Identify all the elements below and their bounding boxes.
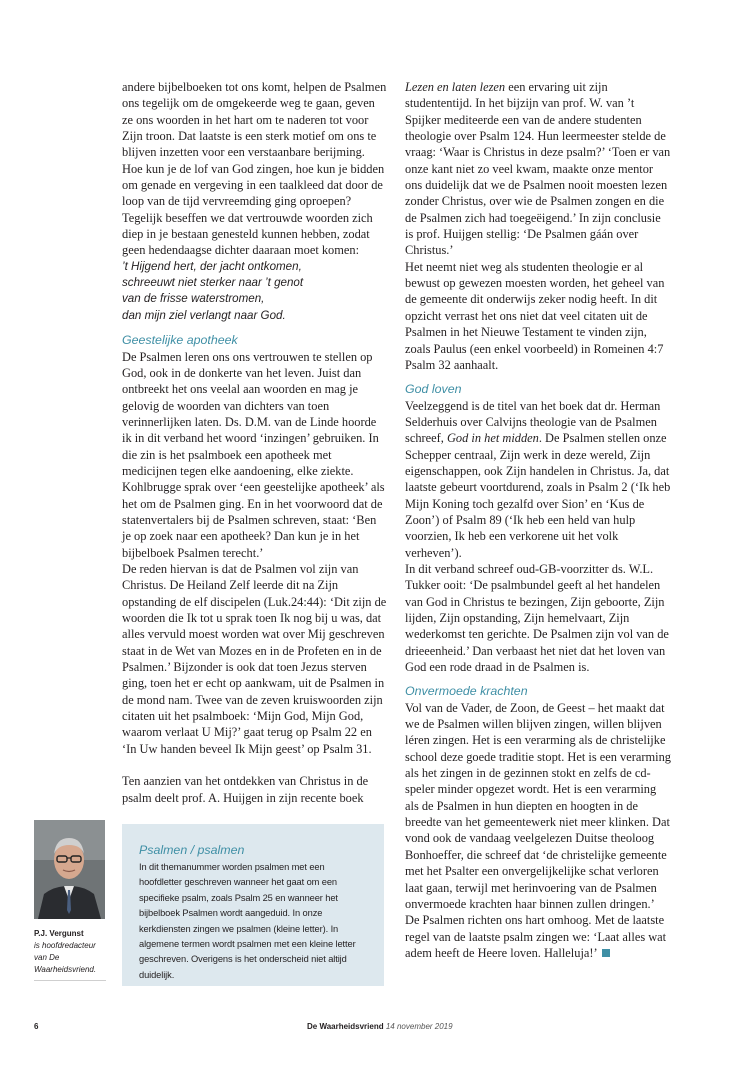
body-paragraph: In dit verband schreef oud-GB-voorzitter ds. W.L. Tukker ooit: ‘De psalmbundel geeft al het handelen van God in Christus te bezingen, Zijn geboorte, Zijn lijden, Zijn opstanding, Zijn hemelvaart, Zijn wederkomst ten gerichte. De Psalmen zijn vol van de drieeenheid.’ Dan verbaast het niet dat het loven van God een rode draad in de Psalmen is. (405, 561, 669, 675)
poem-line: van de frisse waterstromen, (122, 292, 265, 306)
poem-line: dan mijn ziel verlangt naar God. (122, 308, 286, 322)
page-number: 6 (34, 1022, 39, 1031)
poem-line: schreeuwt niet sterker naar ’t genot (122, 276, 304, 290)
footer-brand (307, 1021, 453, 1033)
section-heading-onvermoede-krachten: Onvermoede krachten (405, 684, 528, 699)
section-heading-god-loven: God loven (405, 382, 462, 397)
left-column (122, 79, 388, 806)
body-paragraph: De Psalmen leren ons ons vertrouwen te stellen op God, ook in de donkerte van het leven. Juist dan ontbreekt het ons veelal aan woorden en mag je gelovig de woorden van dichters van toen verinnerlijken laten. Ds. D.M. van de Linde hoorde ik in dit verband het woord ‘inzingen’ gebruiken. In die zin is het psalmboek een apotheek met medicijnen tegen elke aandoening, elke ziekte. Kohlbrugge sprak over ‘een geestelijke apotheek’ als het om de Psalmen ging. En in het voorwoord dat de statenvertalers bij de Psalmen schreven, staat: ‘Ben je op zoek naar een apotheek? Dan kun je in het bijbelboek Psalmen terecht.’ (122, 349, 385, 560)
body-paragraph: De reden hiervan is dat de Psalmen vol zijn van Christus. De Heiland Zelf leerde dit na Zijn opstanding de elf discipelen (Luk.24:44): ‘Dit zijn de woorden die Ik tot u sprak toen Ik nog bij u was, dat alles vervuld moest worden wat over Mij geschreven staat in de Wet van Mozes en in de Profeten en in de Psalmen.’ Bijzonder is ook dat toen Jezus sterven ging, toen het er echt op aankwam, uit de Psalmen in de mond nam. Twee van de zeven kruiswoorden zijn citaten uit het psalmboek: ‘Mijn God, Mijn God, waarom verlaat U Mij?’ gaat terug op Psalm 22 en ‘In Uw handen beveel Ik Mijn geest’ op Psalm 31. (122, 561, 387, 756)
magazine-name: De Waarheidsvriend (307, 1022, 384, 1031)
body-paragraph: Ten aanzien van het ontdekken van Christus in de psalm deelt prof. A. Huijgen in zijn recente boek (122, 774, 369, 805)
body-paragraph: Tegelijk beseffen we dat vertrouwde woorden zich diep in je bestaan genesteld kunnen hebben, zodat geen hedendaagse dichter daaraan moet komen: (122, 210, 373, 258)
book-title: God in het midden (446, 431, 539, 446)
end-mark-icon (602, 949, 610, 957)
right-column (405, 79, 671, 961)
issue-date: 14 november 2019 (385, 1022, 453, 1031)
author-role: is hoofdredacteur van De Waarheidsvriend. (34, 941, 97, 974)
poem-quote (122, 259, 388, 324)
author-caption (34, 928, 106, 981)
info-box-psalmen (122, 824, 384, 986)
page-footer (0, 1021, 738, 1035)
author-name: P.J. Vergunst (34, 929, 84, 938)
body-paragraph: De Psalmen richten ons hart omhoog. Met de laatste regel van de laatste psalm zingen we: ‘Laat alles wat adem heeft de Heere loven. Halleluja!’ (405, 913, 667, 960)
body-paragraph: Lezen en laten lezen een ervaring uit zijn studententijd. In het bijzijn van prof. W. van ’t Spijker mediteerde een van de andere studenten theologie over Psalm 124. Hun leermeester stelde de vraag: ‘Waar is Christus in deze psalm?’ ‘Toen er van onze kant niet zo veel kwam, maakte onze mentor ons duidelijk dat we de Psalmen nooit moesten lezen zonder Christus, over wie de Psalmen zongen en die de Psalmen zich had toegeëigend.’ In zijn conclusie is prof. Huijgen stellig: ‘De Psalmen gáán over Christus.’ (405, 80, 671, 258)
poem-line: ’t Hijgend hert, der jacht ontkomen, (122, 259, 302, 273)
section-heading-geestelijke-apotheek: Geestelijke apotheek (122, 333, 238, 348)
info-box-text: In dit themanummer worden psalmen met een hoofdletter geschreven wanneer het gaat om een specifieke psalm, zoals Psalm 25 en wanneer het bijbelboek Psalmen wordt aangeduid. In onze kerkdiensten zingen we psalmen (kleine letter). In algemene termen wordt psalmen met een kleine letter geschreven. Overigens is het onderscheid niet altijd duidelijk. (139, 862, 356, 980)
book-title: Lezen en laten lezen (405, 80, 506, 94)
body-paragraph: Vol van de Vader, de Zoon, de Geest – het maakt dat we de Psalmen willen blijven zingen, willen blijven léren zingen. Het is een verarming als de christelijke school deze goede traditie stopt. Het is een verarming als het zingen in de gezinnen stokt en zelfs de cd-speler minder opgezet wordt. Het is een verarming als de Psalmen in hun diepten en hoogten in de breedte van het gemeentewerk niet meer klinken. Dat vond ook de vandaag veelgelezen Duitse theoloog Bonhoeffer, die schreef dat ‘de christelijke gemeente met het Psalter een onvergelijkelijke schat verloren laat gaan, terwijl met herinvoering van de Psalmen onvermoede krachten haar binnen zullen dringen.’ (405, 700, 671, 911)
body-paragraph: Veelzeggend is de titel van het boek dat dr. Herman Selderhuis over Calvijns theologie van de Psalmen schreef, God in het midden. De Psalmen stellen onze Schepper centraal, Zijn werk in deze wereld, Zijn eigenschappen, ook Zijn handelen in Christus. Ja, dat laatste gebeurt voortdurend, zoals in Psalm 2 (‘Ik heb Mijn Koning toch gezalfd over Sion’ en ‘Kus de Zoon’) of Psalm 89 (‘Ik heb een held van hulp voorzien, Ik heb een verkorene uit het volk verheven’). (405, 398, 671, 560)
info-box-title: Psalmen / psalmen (139, 843, 245, 857)
author-portrait-icon (34, 820, 105, 919)
author-photo (34, 820, 105, 919)
body-paragraph: andere bijbelboeken tot ons komt, helpen de Psalmen ons tegelijk om de omgekeerde weg te gaan, geven ze ons woorden in het hart om te naderen tot voor Zijn troon. Dat laatste is een sterk motief om ons te blijven inzetten voor een verstaanbare berijming. Hoe kun je de lof van God zingen, hoe kun je bidden om genade en vergeving in een taalkleed dat door de loop van de tijd vervreemding ging oproepen? (122, 80, 387, 209)
body-paragraph: Het neemt niet weg als studenten theologie er al bewust op gewezen moesten worden, het geheel van de gemeente dit onderwijs zeker nodig heeft. In dit opzicht verrast het ons niet dat veel citaten uit de Psalmen in het Nieuwe Testament te vinden zijn, zoals Paulus (een enkel voorbeeld) in Romeinen 4:7 Psalm 32 aanhaalt. (405, 259, 665, 372)
